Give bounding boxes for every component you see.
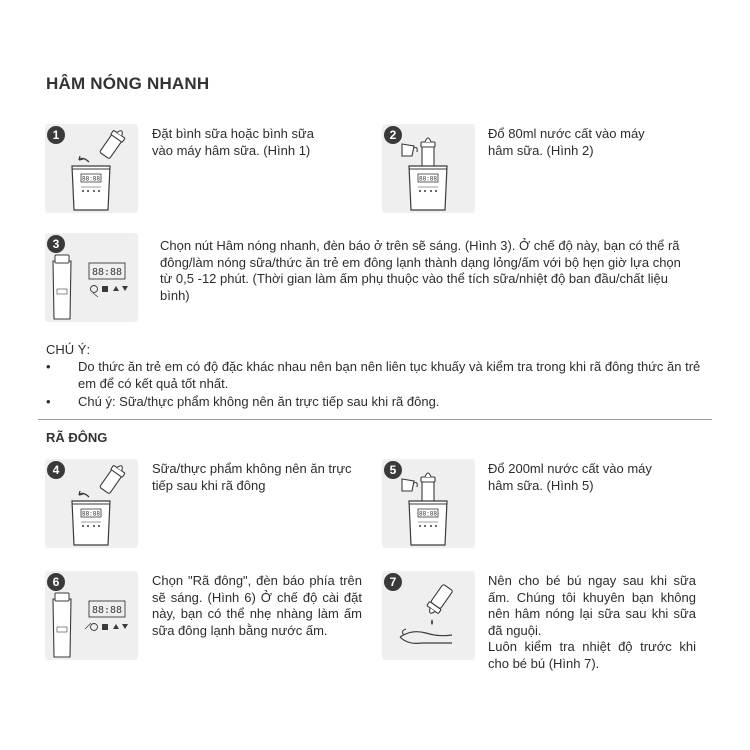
note-item [46, 359, 726, 393]
section-title-quick-warm: HÂM NÓNG NHANH [46, 74, 210, 93]
figure-3 [45, 233, 138, 322]
display-digits: 88:88 [91, 267, 123, 278]
step-7-paragraph: Nên cho bé bú ngay sau khi sữa ấm. Chúng tôi khuyên bạn không nên hâm nóng lại sữa sau khi sữa đã nguội. [488, 573, 696, 638]
step-5-text: Đổ 200ml nước cất vào máy hâm sữa. (Hình 5) [488, 461, 652, 493]
bullet: • [46, 359, 51, 374]
step-badge: 7 [384, 573, 402, 591]
section-title-defrost: RÃ ĐÔNG [46, 430, 108, 445]
section-divider [38, 419, 712, 420]
figure-4 [45, 459, 138, 548]
step-4-text: Sữa/thực phẩm không nên ăn trực tiếp sau khi rã đông [152, 461, 352, 493]
figure-5 [382, 459, 475, 548]
display-digits: 88:88 [81, 510, 101, 518]
display-digits: 88:88 [91, 605, 123, 616]
step-badge: 3 [47, 235, 65, 253]
step-7-paragraph: Luôn kiểm tra nhiệt độ trước khi cho bé bú (Hình 7). [488, 639, 696, 671]
step-badge: 4 [47, 461, 65, 479]
figure-2 [382, 124, 475, 213]
step-2-text: Đổ 80ml nước cất vào máy hâm sữa. (Hình 2) [488, 126, 645, 158]
bullet: • [46, 394, 51, 409]
display-digits: 88:88 [418, 175, 438, 183]
display-digits: 88:88 [81, 175, 101, 183]
step-badge: 6 [47, 573, 65, 591]
step-badge: 2 [384, 126, 402, 144]
step-3-text: Chọn nút Hâm nóng nhanh, đèn báo ở trên sẽ sáng. (Hình 3). Ở chế độ này, bạn có thể rã đông/làm nóng sữa/thức ăn trẻ em đông lạnh thành dạng lỏng/ấm với bộ hẹn giờ lựa chọn từ 0,5 -12 phút. (Thời gian làm ấm phụ thuộc vào thể tích sữa/nhiệt độ ban đầu/chất liệu bình) [160, 238, 681, 303]
note-item [46, 394, 726, 411]
step-badge: 1 [47, 126, 65, 144]
figure-1 [45, 124, 138, 213]
note-title: CHÚ Ý: [46, 342, 91, 357]
step-badge: 5 [384, 461, 402, 479]
step-1-text: Đặt bình sữa hoặc bình sữa vào máy hâm sữa. (Hình 1) [152, 126, 314, 158]
note-item-text: Do thức ăn trẻ em có độ đặc khác nhau nên bạn nên liên tục khuấy và kiểm tra trong khi rã đông thức ăn trẻ em để có kết quả tốt nhất. [78, 359, 701, 391]
figure-7 [382, 571, 475, 660]
note-item-text: Chú ý: Sữa/thực phẩm không nên ăn trực tiếp sau khi rã đông. [78, 394, 440, 409]
figure-6 [45, 571, 138, 660]
step-7-text [488, 573, 696, 672]
step-6-text: Chọn "Rã đông", đèn báo phía trên sẽ sáng. (Hình 6) Ở chế độ cài đặt này, bạn có thể nhẹ nhàng làm ấm sữa đông lạnh bằng nước ấm. [152, 573, 362, 638]
display-digits: 88:88 [418, 510, 438, 518]
